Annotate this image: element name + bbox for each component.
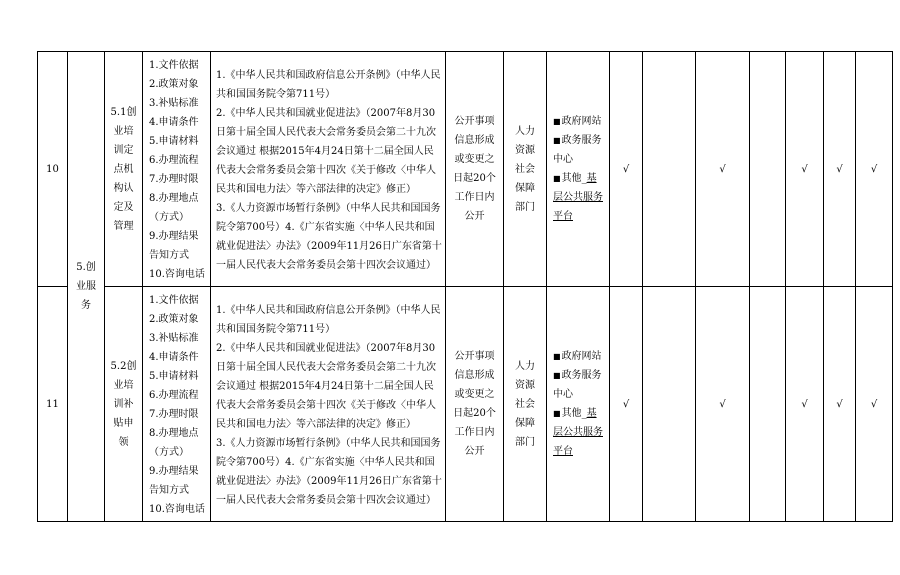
- check-cell: √: [696, 52, 750, 287]
- other-channel-link: 基层公共服务平台: [553, 408, 603, 457]
- item-line: 3.补贴标准: [149, 98, 199, 109]
- channel-line: ■政务服务中心: [553, 370, 602, 400]
- check-cell: √: [856, 287, 893, 522]
- channel-cell: [547, 52, 610, 287]
- legal-basis-cell: 1.《中华人民共和国政府信息公开条例》（中华人民共和国国务院令第711号） 2.《中华人民共和国就业促进法》（2007年8月30日第十届全国人民代表大会常务委员会第二十九次会议通过 根据2015年4月24日第十二届全国人民代表大会常务委员会第十四次《关于修改〈中华人民共和国电力法〉等六部法律的决定》修正） 3.《人力资源市场暂行条例》（中华人民共和国国务院令第700号）4.《广东省实施〈中华人民共和国就业促进法〉办法》（2009年11月26日广东省第十一届人民代表大会常务委员会第十四次会议通过）: [211, 52, 446, 287]
- subject-cell: 人力资源社会保障部门: [504, 52, 547, 287]
- check-cell: √: [696, 287, 750, 522]
- seq-cell: 10: [38, 52, 68, 287]
- item-line: 10.咨询电话: [149, 504, 205, 515]
- check-cell: [643, 287, 696, 522]
- check-cell: √: [824, 287, 856, 522]
- disclosure-items-cell: [143, 52, 211, 287]
- item-line: 9.办理结果告知方式: [149, 466, 199, 496]
- legal-basis-cell: 1.《中华人民共和国政府信息公开条例》（中华人民共和国国务院令第711号） 2.《中华人民共和国就业促进法》（2007年8月30日第十届全国人民代表大会常务委员会第二十九次会议通过 根据2015年4月24日第十二届全国人民代表大会常务委员会第十四次《关于修改〈中华人民共和国电力法〉等六部法律的决定》修正） 3.《人力资源市场暂行条例》（中华人民共和国国务院令第700号）4.《广东省实施〈中华人民共和国就业促进法〉办法》（2009年11月26日广东省第十一届人民代表大会常务委员会第十四次会议通过）: [211, 287, 446, 522]
- item-line: 3.补贴标准: [149, 333, 199, 344]
- item-line: 10.咨询电话: [149, 269, 205, 280]
- check-cell: √: [824, 52, 856, 287]
- item-line: 6.办理流程: [149, 155, 199, 166]
- channel-line: ■政务服务中心: [553, 135, 602, 165]
- check-cell: √: [786, 287, 824, 522]
- item-line: 7.办理时限: [149, 174, 199, 185]
- table-row: [38, 287, 893, 522]
- check-cell: √: [610, 52, 643, 287]
- item-line: 2.政策对象: [149, 79, 199, 90]
- time-limit-cell: 公开事项信息形成或变更之日起20个工作日内公开: [446, 52, 504, 287]
- item-line: 6.办理流程: [149, 390, 199, 401]
- seq-cell: 11: [38, 287, 68, 522]
- channel-line: ■其他_基层公共服务平台: [553, 173, 603, 222]
- item-line: 7.办理时限: [149, 409, 199, 420]
- channel-line: ■其他_基层公共服务平台: [553, 408, 603, 457]
- item-line: 4.申请条件: [149, 117, 199, 128]
- checked-box-icon: ■: [553, 371, 561, 380]
- checked-box-icon: ■: [553, 409, 561, 418]
- other-channel-link: 基层公共服务平台: [553, 173, 603, 222]
- check-cell: [750, 287, 786, 522]
- sub-item-cell: 5.1创业培训定点机构认定及管理: [105, 52, 143, 287]
- item-line: 2.政策对象: [149, 314, 199, 325]
- check-cell: [643, 52, 696, 287]
- check-cell: √: [610, 287, 643, 522]
- channel-line: ■政府网站: [553, 351, 602, 362]
- check-cell: √: [856, 52, 893, 287]
- item-line: 1.文件依据: [149, 295, 199, 306]
- sub-item-cell: 5.2创业培训补贴申领: [105, 287, 143, 522]
- checked-box-icon: ■: [553, 352, 561, 361]
- check-cell: [750, 52, 786, 287]
- time-limit-cell: 公开事项信息形成或变更之日起20个工作日内公开: [446, 287, 504, 522]
- item-line: 5.申请材料: [149, 136, 199, 147]
- channel-line: ■政府网站: [553, 116, 602, 127]
- item-line: 8.办理地点（方式）: [149, 193, 199, 223]
- channel-cell: [547, 287, 610, 522]
- checked-box-icon: ■: [553, 136, 561, 145]
- disclosure-table: [37, 51, 893, 522]
- checked-box-icon: ■: [553, 117, 561, 126]
- item-line: 9.办理结果告知方式: [149, 231, 199, 261]
- checked-box-icon: ■: [553, 174, 561, 183]
- category-cell: 5.创业服务: [68, 52, 105, 522]
- check-cell: √: [786, 52, 824, 287]
- item-line: 1.文件依据: [149, 60, 199, 71]
- subject-cell: 人力资源社会保障部门: [504, 287, 547, 522]
- table-row: [38, 52, 893, 287]
- disclosure-items-cell: [143, 287, 211, 522]
- item-line: 5.申请材料: [149, 371, 199, 382]
- item-line: 8.办理地点（方式）: [149, 428, 199, 458]
- item-line: 4.申请条件: [149, 352, 199, 363]
